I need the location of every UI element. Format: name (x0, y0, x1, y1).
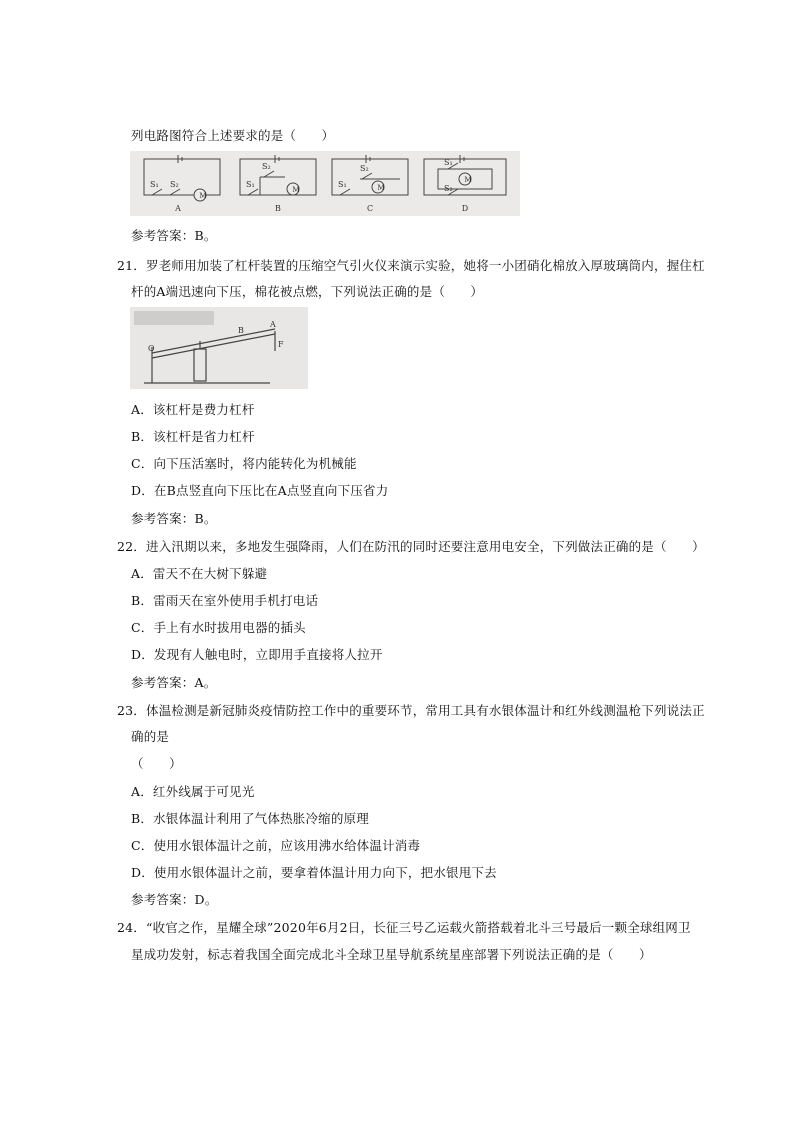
q23-option-b: B．水银体温计利用了气体热胀冷缩的原理 (131, 811, 369, 826)
switch-label-c1: S₁ (338, 180, 347, 189)
lever-label-a: A (270, 320, 276, 329)
q21-stem-line2: 杆的A端迅速向下压，棉花被点燃，下列说法正确的是（ ） (131, 284, 484, 299)
motor-label-d: M (464, 176, 472, 184)
motor-label-a: M (199, 192, 207, 200)
q23-stem-line3: （ ） (131, 756, 182, 771)
q21-option-b: B．该杠杆是省力杠杆 (131, 429, 255, 444)
q23-stem-line2: 确的是 (131, 729, 170, 744)
q24-stem-line1: 24．“收官之作，星耀全球”2020年6月2日，长征三号乙运载火箭搭载着北斗三号最后一颗全球组网卫 (117, 920, 691, 935)
motor-label-b: M (292, 186, 300, 194)
q21-option-c: C．向下压活塞时，将内能转化为机械能 (131, 456, 357, 471)
q21-option-d: D．在B点竖直向下压比在A点竖直向下压省力 (131, 483, 389, 498)
q22-option-a: A．雷天不在大树下躲避 (131, 566, 268, 581)
circuit-label-a: A (175, 204, 181, 213)
lever-label-f: F (278, 340, 284, 349)
q20-circuit-figure (130, 151, 520, 216)
q21-option-a: A．该杠杆是费力杠杆 (131, 402, 255, 417)
circuit-label-d: D (461, 204, 469, 213)
q23-answer: 参考答案：D。 (131, 892, 218, 907)
switch-label-d1: S₁ (444, 158, 453, 167)
q22-stem-line1: 22．进入汛期以来，多地发生强降雨，人们在防汛的同时还要注意用电安全，下列做法正确的是（ ） (117, 539, 705, 554)
motor-label-c: M (377, 184, 385, 192)
q22-option-d: D．发现有人触电时，立即用手直接将人拉开 (131, 647, 383, 662)
switch-label-d2: S₂ (444, 184, 453, 193)
q24-stem-line2: 星成功发射，标志着我国全面完成北斗全球卫星导航系统星座部署下列说法正确的是（ ） (131, 947, 652, 962)
switch-label-a2: S₂ (170, 180, 179, 189)
q22-answer: 参考答案：A。 (131, 675, 217, 690)
q23-stem-line1: 23．体温检测是新冠肺炎疫情防控工作中的重要环节，常用工具有水银体温计和红外线测温枪下列说法正 (117, 703, 705, 718)
switch-label-b1: S₁ (246, 180, 255, 189)
q20-stem-tail: 列电路图符合上述要求的是（ ） (131, 128, 335, 143)
q23-option-d: D．使用水银体温计之前，要拿着体温计用力向下，把水银甩下去 (131, 865, 497, 880)
switch-label-a1: S₁ (150, 180, 159, 189)
q23-option-c: C．使用水银体温计之前，应该用沸水给体温计消毒 (131, 838, 421, 853)
q21-stem-line1: 21．罗老师用加装了杠杆装置的压缩空气引火仪来演示实验，她将一小团硝化棉放入厚玻璃筒内，握住杠 (117, 258, 705, 273)
q21-answer: 参考答案：B。 (131, 511, 217, 526)
circuit-diagrams (130, 151, 520, 216)
switch-label-b2: S₂ (262, 162, 271, 171)
q21-lever-figure (130, 307, 308, 389)
lever-diagram (130, 307, 308, 389)
q23-option-a: A．红外线属于可见光 (131, 784, 255, 799)
q22-option-c: C．手上有水时拔用电器的插头 (131, 620, 306, 635)
lever-label-b: B (238, 326, 244, 335)
lever-label-o: O (148, 344, 155, 353)
circuit-label-c: C (366, 204, 374, 213)
blurred-region (134, 311, 214, 325)
q22-option-b: B．雷雨天在室外使用手机打电话 (131, 593, 319, 608)
switch-label-c2: S₂ (360, 164, 369, 173)
q20-answer: 参考答案：B。 (131, 228, 217, 243)
circuit-label-b: B (275, 204, 281, 213)
